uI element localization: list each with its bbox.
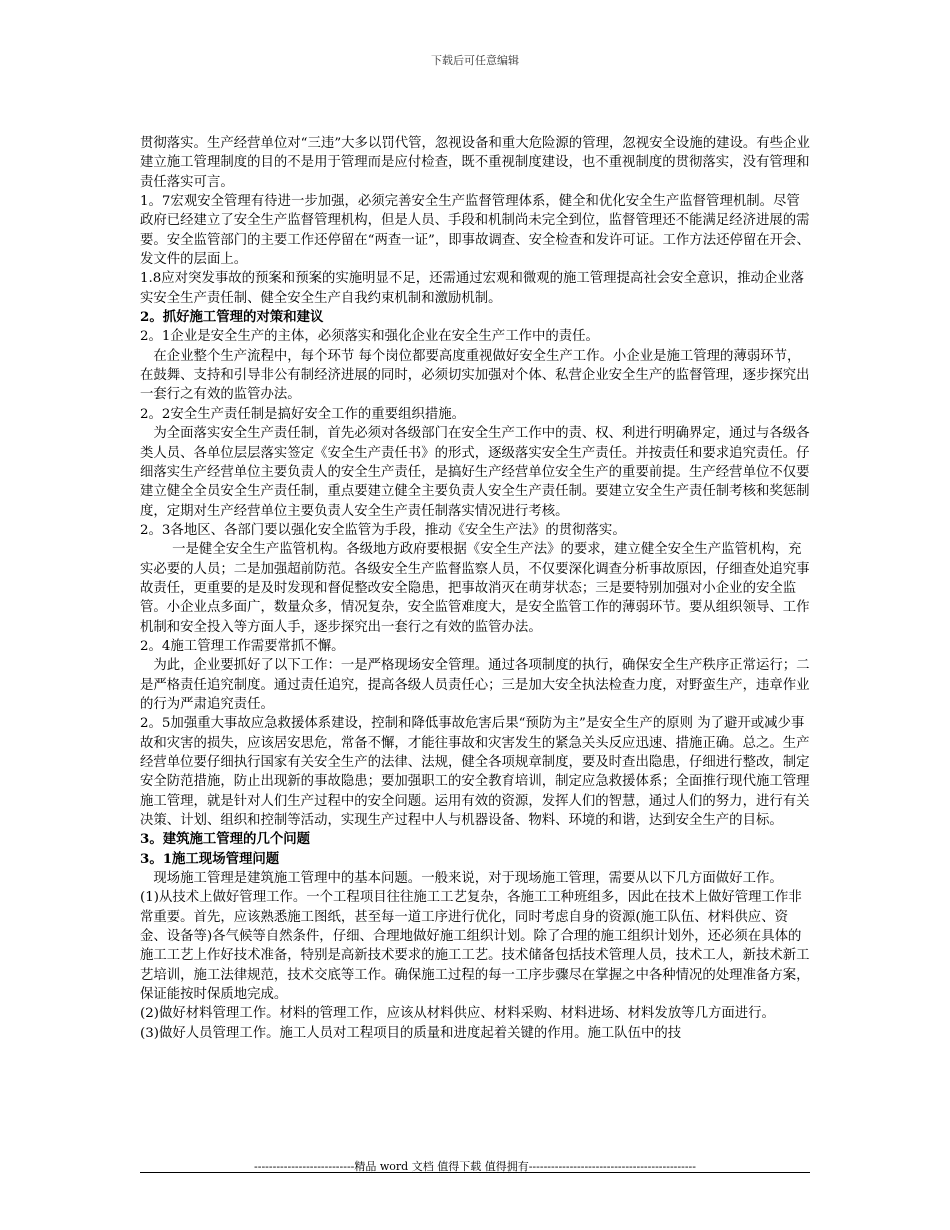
paragraph: 2。5加强重大事故应急救援体系建设，控制和降低事故危害后果“预防为主”是安全生产的原则 为了避开或减少事故和灾害的损失，应该居安思危，常备不懈，才能往事故和灾害发生的紧急关头反应迅速、措施正确。总之。生产经营单位要仔细执行国家有关安全生产的法律、法规，健全各项规章制度，要及时查出隐患，仔细进行整改，制定安全防范措施，防止出现新的事故隐患；要加强职工的安全教育培训，制定应急救援体系；全面推行现代施工管理施工管理，就是针对人们生产过程中的安全问题。运用有效的资源，发挥人们的智慧，通过人们的努力，进行有关决策、计划、组织和控制等活动，实现生产过程中人与机器设备、物料、环境的和谐，达到安全生产的目标。: [140, 716, 810, 829]
paragraph: 为此，企业要抓好了以下工作：一是严格现场安全管理。通过各项制度的执行，确保安全生产秩序正常运行；二是严格责任追究制度。通过责任追究，提高各级人员责任心；三是加大安全执法检查力度，对野蛮生产，违章作业的行为严肃追究责任。: [140, 658, 810, 712]
paragraph: (2)做好材料管理工作。材料的管理工作，应该从材料供应、材料采购、材料进场、材料发放等几方面进行。: [140, 1006, 775, 1022]
paragraph: 2。2安全生产责任制是搞好安全工作的重要组织措施。: [140, 406, 466, 422]
paragraph: (1)从技术上做好管理工作。一个工程项目往往施工工艺复杂，各施工工种班组多，因此在技术上做好管理工作非常重要。首先，应该熟悉施工图纸，甚至每一道工序进行优化，同时考虑自身的资源(施工队伍、材料供应、资金、设备等)各气候等自然条件，仔细、合理地做好施工组织计划。除了合理的施工组织计划外，还必须在具体的施工工艺上作好技术准备，特别是高新技术要求的施工工艺。技术储备包括技术管理人员，技术工人，新技术新工艺培训，施工法律规范，技术交底等工作。确保施工过程的每一工序步骤尽在掌握之中各种情况的处理准备方案，保证能按时保质地完成。: [140, 890, 810, 1003]
paragraph: 1.8应对突发事故的预案和预案的实施明显不足，还需通过宏观和微观的施工管理提高社会安全意识，推动企业落实安全生产责任制、健全安全生产自我约束机制和激励机制。: [140, 271, 805, 306]
paragraph: 2。1企业是安全生产的主体，必须落实和强化企业在安全生产工作中的责任。: [140, 329, 599, 345]
subsection-heading: 3。1施工现场管理问题: [140, 850, 280, 867]
footer-divider: [140, 1172, 810, 1173]
section-heading: 2。抓好施工管理的对策和建议: [140, 309, 324, 326]
page-footer: ---------------------------精品 word 文档 值得下载 值得拥有---------------------------------------------: [254, 1160, 696, 1173]
paragraph: 现场施工管理是建筑施工管理中的基本问题。一般来说，对于现场施工管理，需要从以下几方面做好工作。: [153, 871, 783, 887]
page-header: 下载后可任意编辑: [431, 54, 519, 67]
document-body: [140, 134, 810, 1043]
paragraph: 一是健全安全生产监管机构。各级地方政府要根据《安全生产法》的要求，建立健全安全生产监管机构，充实必要的人员；二是加强超前防范。各级安全生产监督监察人员，不仅要深化调查分析事故原因，仔细查处追究事故责任，更重要的是及时发现和督促整改安全隐患，把事故消灭在萌芽状态；三是要特别加强对小企业的安全监管。小企业点多面广，数量众多，情况复杂，安全监管难度大，是安全监管工作的薄弱环节。要从组织领导、工作机制和安全投入等方面人手，逐步探究出一套行之有效的监管办法。: [140, 542, 810, 635]
paragraph: (3)做好人员管理工作。施工人员对工程项目的质量和进度起着关键的作用。施工队伍中的技: [140, 1025, 682, 1041]
paragraph: 1。7宏观安全管理有待进一步加强，必须完善安全生产监督管理体系，健全和优化安全生产监督管理机制。尽管政府已经建立了安全生产监督管理机构，但是人员、手段和机制尚未完全到位，监督管理还不能满足经济进展的需要。安全监管部门的主要工作还停留在“两查一证”，即事故调查、安全检查和发许可证。工作方法还停留在开会、发文件的层面上。: [140, 194, 810, 268]
paragraph: 为全面落实安全生产责任制，首先必须对各级部门在安全生产工作中的责、权、利进行明确界定，通过与各级各类人员、各单位层层落实签定《安全生产责任书》的形式，逐级落实安全生产责任。并按责任和要求追究责任。仔细落实生产经营单位主要负责人的安全生产责任，是搞好生产经营单位安全生产的重要前提。生产经营单位不仅要建立健全全员安全生产责任制，重点要建立健全主要负责人安全生产责任制。要建立安全生产责任制考核和奖惩制度，定期对生产经营单位主要负责人安全生产责任制落实情况进行考核。: [140, 426, 810, 519]
section-heading: 3。建筑施工管理的几个问题: [140, 831, 311, 848]
paragraph: 2。4施工管理工作需要常抓不懈。: [140, 638, 345, 654]
paragraph: 2。3各地区、各部门要以强化安全监管为手段，推动《安全生产法》的贯彻落实。: [140, 522, 626, 538]
paragraph: 贯彻落实。生产经营单位对“三违”大多以罚代管，忽视设备和重大危险源的管理，忽视安全设施的建设。有些企业建立施工管理制度的目的不是用于管理而是应付检查，既不重视制度建设，也不重视制度的贯彻落实，没有管理和责任落实可言。: [140, 136, 810, 190]
paragraph: 在企业整个生产流程中，每个环节 每个岗位都要高度重视做好安全生产工作。小企业是施工管理的薄弱环节，在鼓舞、支持和引导非公有制经济进展的同时，必须切实加强对个体、私营企业安全生产的监督管理，逐步探究出一套行之有效的监管办法。: [140, 348, 810, 403]
